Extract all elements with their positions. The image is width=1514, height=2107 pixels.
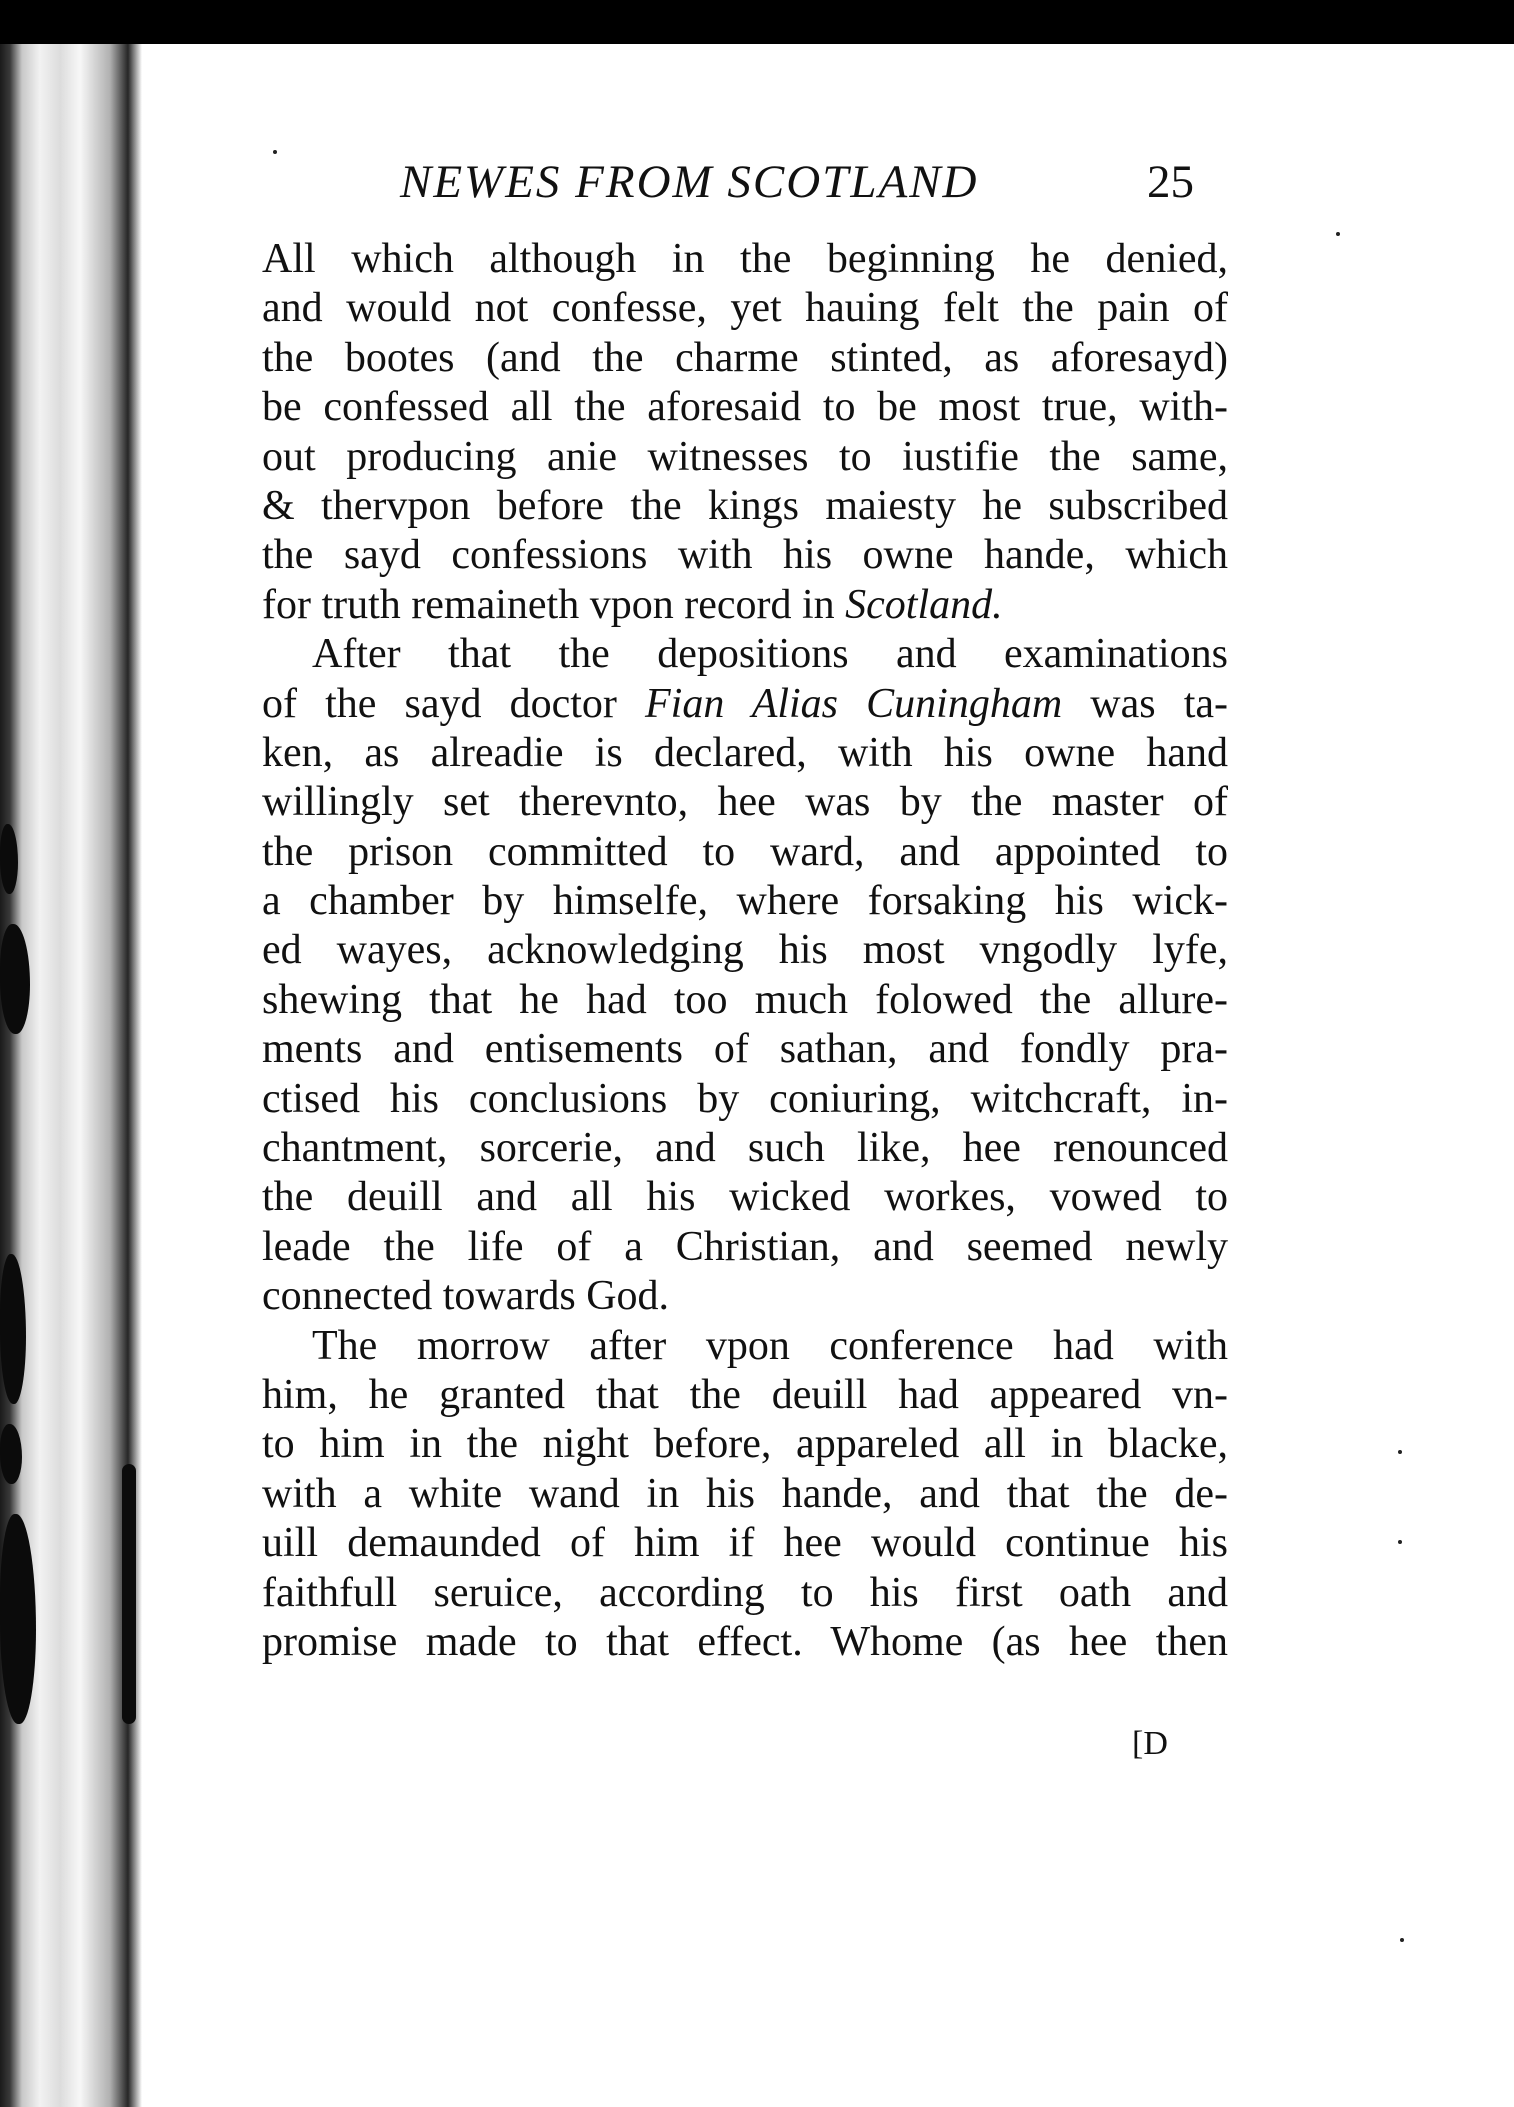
text-run: for truth remaineth vpon record in xyxy=(262,581,846,628)
text-line xyxy=(262,680,1228,729)
scan-top-border xyxy=(0,0,1514,44)
text-line: The morrow after vpon conference had with xyxy=(312,1322,1228,1369)
paragraph-1 xyxy=(262,235,1228,630)
text-line: the prison committed to ward, and appointed to xyxy=(262,828,1228,875)
text-line: uill demaunded of him if hee would continue his xyxy=(262,1520,1228,1567)
book-gutter-edge xyxy=(0,44,150,2107)
text-line: shewing that he had too much folowed the allure- xyxy=(262,976,1228,1023)
text-line: promise made to that effect. Whome (as hee then xyxy=(262,1618,1228,1665)
text-line: to him in the night before, appareled all in blacke, xyxy=(262,1421,1228,1468)
text-line: leade the life of a Christian, and seemed newly xyxy=(262,1223,1228,1270)
page-number: 25 xyxy=(1147,156,1194,208)
text-line: the deuill and all his wicked workes, vowed to xyxy=(262,1174,1228,1221)
scan-speck xyxy=(1398,1540,1402,1544)
person-name-italic: Fian Alias Cuningham xyxy=(645,680,1063,727)
text-line: ctised his conclusions by coniuring, witchcraft, in- xyxy=(262,1075,1228,1122)
place-name-italic: Scotland. xyxy=(845,581,1003,628)
ink-blot xyxy=(0,1424,22,1484)
text-line xyxy=(262,581,1228,630)
text-line: ken, as alreadie is declared, with his owne hand xyxy=(262,729,1228,776)
ink-blot xyxy=(0,1514,36,1724)
paragraph-2 xyxy=(262,630,1228,1321)
ink-blot xyxy=(0,1254,26,1404)
text-line: All which although in the beginning he denied, xyxy=(262,236,1228,282)
text-line: willingly set therevnto, hee was by the master of xyxy=(262,779,1228,826)
text-line: After that the depositions and examinations xyxy=(312,631,1228,678)
text-line: ments and entisements of sathan, and fondly pra- xyxy=(262,1026,1228,1073)
text-line: connected towards God. xyxy=(262,1273,670,1320)
body-text xyxy=(262,235,1228,1667)
text-line: the sayd confessions with his owne hande, which xyxy=(262,532,1228,579)
scan-speck xyxy=(1398,1450,1402,1454)
text-line: him, he granted that the deuill had appeared vn- xyxy=(262,1371,1228,1418)
ink-blot xyxy=(0,924,30,1034)
ink-blot xyxy=(122,1464,136,1724)
text-line: with a white wand in his hande, and that the de- xyxy=(262,1470,1228,1517)
running-head-title: NEWES FROM SCOTLAND xyxy=(400,156,979,208)
text-line: & thervpon before the kings maiesty he subscribed xyxy=(262,482,1228,529)
text-line: chantment, sorcerie, and such like, hee renounced xyxy=(262,1125,1228,1172)
text-line: the bootes (and the charme stinted, as aforesayd) xyxy=(262,334,1228,381)
text-run: was ta- xyxy=(1062,680,1228,727)
text-line: and would not confesse, yet hauing felt the pain of xyxy=(262,285,1228,332)
text-line: ed wayes, acknowledging his most vngodly lyfe, xyxy=(262,927,1228,974)
text-run: of the sayd doctor xyxy=(262,680,646,727)
catchword: [D xyxy=(1132,1725,1168,1762)
scan-speck xyxy=(273,150,277,154)
scan-speck xyxy=(1400,1938,1404,1942)
text-line: a chamber by himselfe, where forsaking his wick- xyxy=(262,878,1228,925)
text-line: out producing anie witnesses to iustifie the same, xyxy=(262,433,1228,480)
scan-speck xyxy=(1336,232,1340,236)
text-line: faithfull seruice, according to his first oath and xyxy=(262,1569,1228,1616)
text-line: be confessed all the aforesaid to be most true, with- xyxy=(262,384,1228,431)
ink-blot xyxy=(0,824,18,894)
paragraph-3 xyxy=(262,1322,1228,1668)
